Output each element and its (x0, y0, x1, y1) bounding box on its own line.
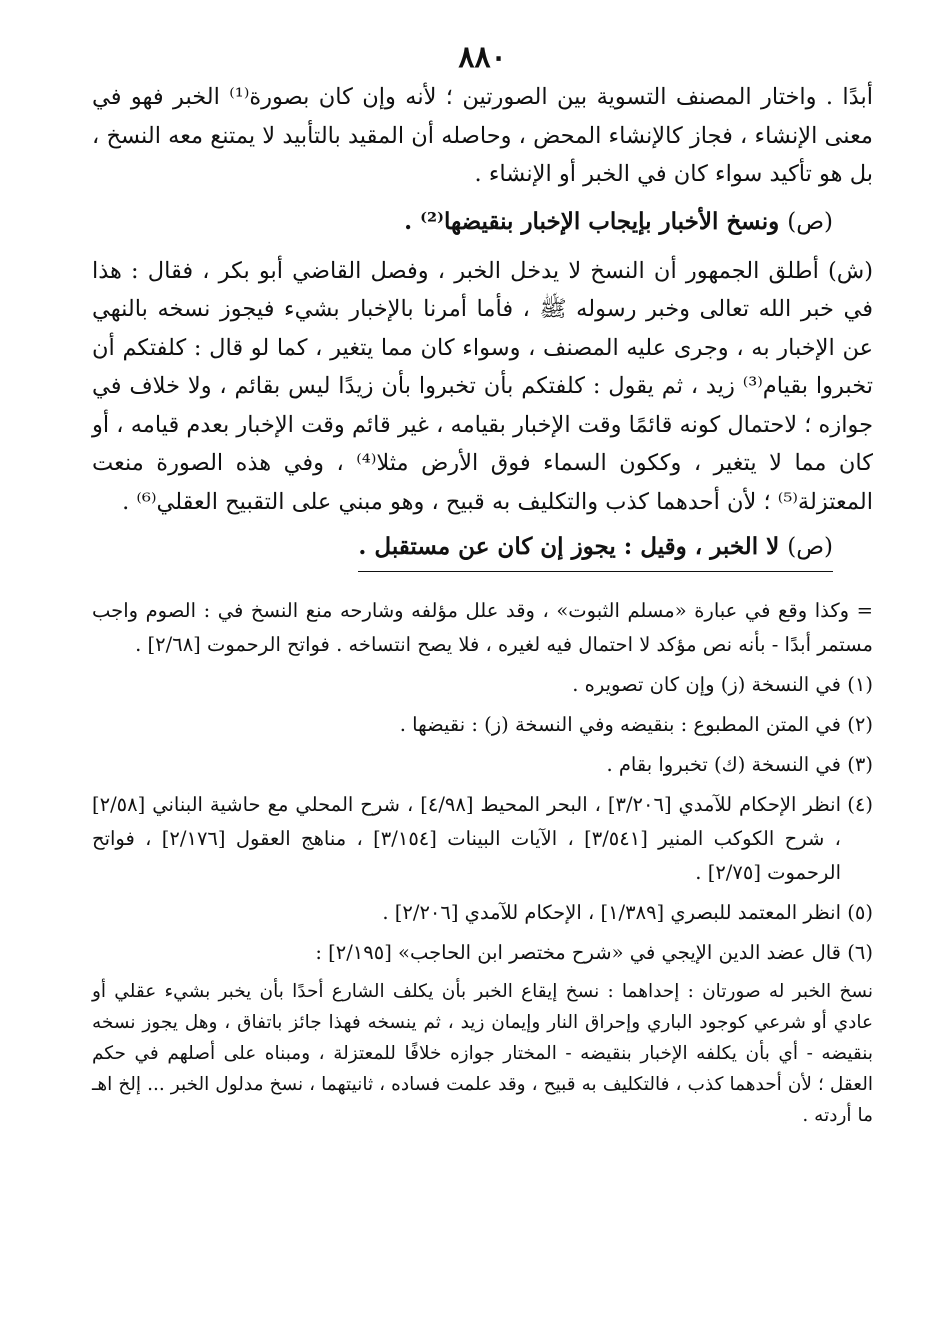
footnote-number: (٢) (847, 713, 873, 736)
footnote-number: (٦) (847, 941, 873, 964)
footnote-item (92, 708, 873, 742)
footnote-text: في النسخة (ك) تخبروا بقام . (606, 753, 841, 776)
footnote-number: (٣) (847, 753, 873, 776)
footnote-text: انظر المعتمد للبصري [١/٣٨٩] ، الإحكام للآمدي [٢/٢٠٦] . (382, 901, 841, 924)
footnote-number: (١) (847, 673, 873, 696)
footnote-quotation: نسخ الخبر له صورتان : إحداهما : نسخ إيقاع الخبر بأن يكلف الشارع أحدًا بأن يخبر بشيء عقلي أو عادي أو شرعي كوجود الباري وإحراق النار وإيمان زيد ، ثم ينسخه فهذا جائز باتفاق ، وهل يجوز نسخه بنقيضه - أي بأن يكلفه الإخبار بنقيضه - المختار جوازه خلافًا للمعتزلة ، ومبناه على أصلهم في حكم العقل ؛ لأن أحدهما كذب ، فالتكليف به قبيح ، وقد علمت فساده ، ثانيتهما ، نسخ مدلول الخبر ... إلخ اهـ ما أردته . (92, 981, 873, 1126)
footnote-item (92, 936, 873, 970)
footnote-text: قال عضد الدين الإيجي في «شرح مختصر ابن الحاجب» [٢/١٩٥] : (315, 941, 841, 964)
footnote-text: في المتن المطبوع : بنقيضه وفي النسخة (ز) : نقيضها . (399, 713, 841, 736)
section-heading-1 (92, 202, 833, 242)
page-number: ٨٨٠ (458, 40, 507, 75)
heading-marker: (ص) (787, 208, 833, 235)
section-heading-2 (358, 527, 833, 572)
footnote-item (92, 788, 873, 890)
footnote-continuation: = وكذا وقع في عبارة «مسلم الثبوت» ، وقد علل مؤلفه وشارحه منع النسخ في : الصوم واجب مستمر أبدًا - بأنه نص مؤكد لا احتمال فيه لغيره ، فلا يصح انتساخه . فواتح الرحموت [٢/٦٨] . (92, 599, 873, 656)
footnote-list (92, 668, 873, 970)
footnote-item (92, 668, 873, 702)
heading-text: ونسخ الأخبار بإيجاب الإخبار بنقيضها⁽²⁾ . (404, 207, 780, 235)
footnotes (92, 594, 873, 1131)
footnote-item (92, 896, 873, 930)
heading-text: لا الخبر ، وقيل : يجوز إن كان عن مستقبل . (358, 533, 780, 560)
footnote-text: في النسخة (ز) وإن كان تصويره . (572, 673, 841, 696)
body-paragraph-1: أبدًا . واختار المصنف التسوية بين الصورتين ؛ لأنه وإن كان بصورة⁽¹⁾ الخبر فهو في معنى الإنشاء ، فجاز كالإنشاء المحض ، وحاصله أن المقيد بالتأبيد لا يمتنع معه النسخ ، بل هو تأكيد سواء كان في الخبر أو الإنشاء . (92, 84, 873, 187)
footnote-number: (٥) (847, 901, 873, 924)
footnote-text: انظر الإحكام للآمدي [٣/٢٠٦] ، البحر المحيط [٤/٩٨] ، شرح المحلي مع حاشية البناني [٢/٥٨] ، شرح الكوكب المنير [٣/٥٤١] ، الآيات البينات [٣/١٥٤] ، مناهج العقول [٢/١٧٦] ، فواتح الرحموت [٢/٧٥] . (92, 793, 841, 884)
footnote-number: (٤) (847, 793, 873, 816)
body-paragraph-2: (ش) أطلق الجمهور أن النسخ لا يدخل الخبر ، وفصل القاضي أبو بكر ، فقال : هذا في خبر الله تعالى وخبر رسوله ﷺ ، فأما أمرنا بالإخبار بشيء فيجوز نسخه بالنهي عن الإخبار به ، وجرى عليه المصنف ، وسواء كان مما يتغير ، كما لو قال : كلفتكم أن تخبروا بقيام⁽³⁾ زيد ، ثم يقول : كلفتكم بأن تخبروا بأن زيدًا ليس بقائم ، ولا خلاف في جوازه ؛ لاحتمال كونه قائمًا وقت الإخبار بقيامه ، غير قائم وقت الإخبار بعدم قيامه ، أو كان مما لا يتغير ، وككون السماء فوق الأرض مثلا⁽⁴⁾ ، وفي هذه الصورة منعت المعتزلة⁽⁵⁾ ؛ لأن أحدهما كذب والتكليف به قبيح ، وهو مبني على التقبيح العقلي⁽⁶⁾ . (92, 257, 873, 515)
heading-marker: (ص) (787, 534, 833, 560)
footnote-item (92, 748, 873, 782)
